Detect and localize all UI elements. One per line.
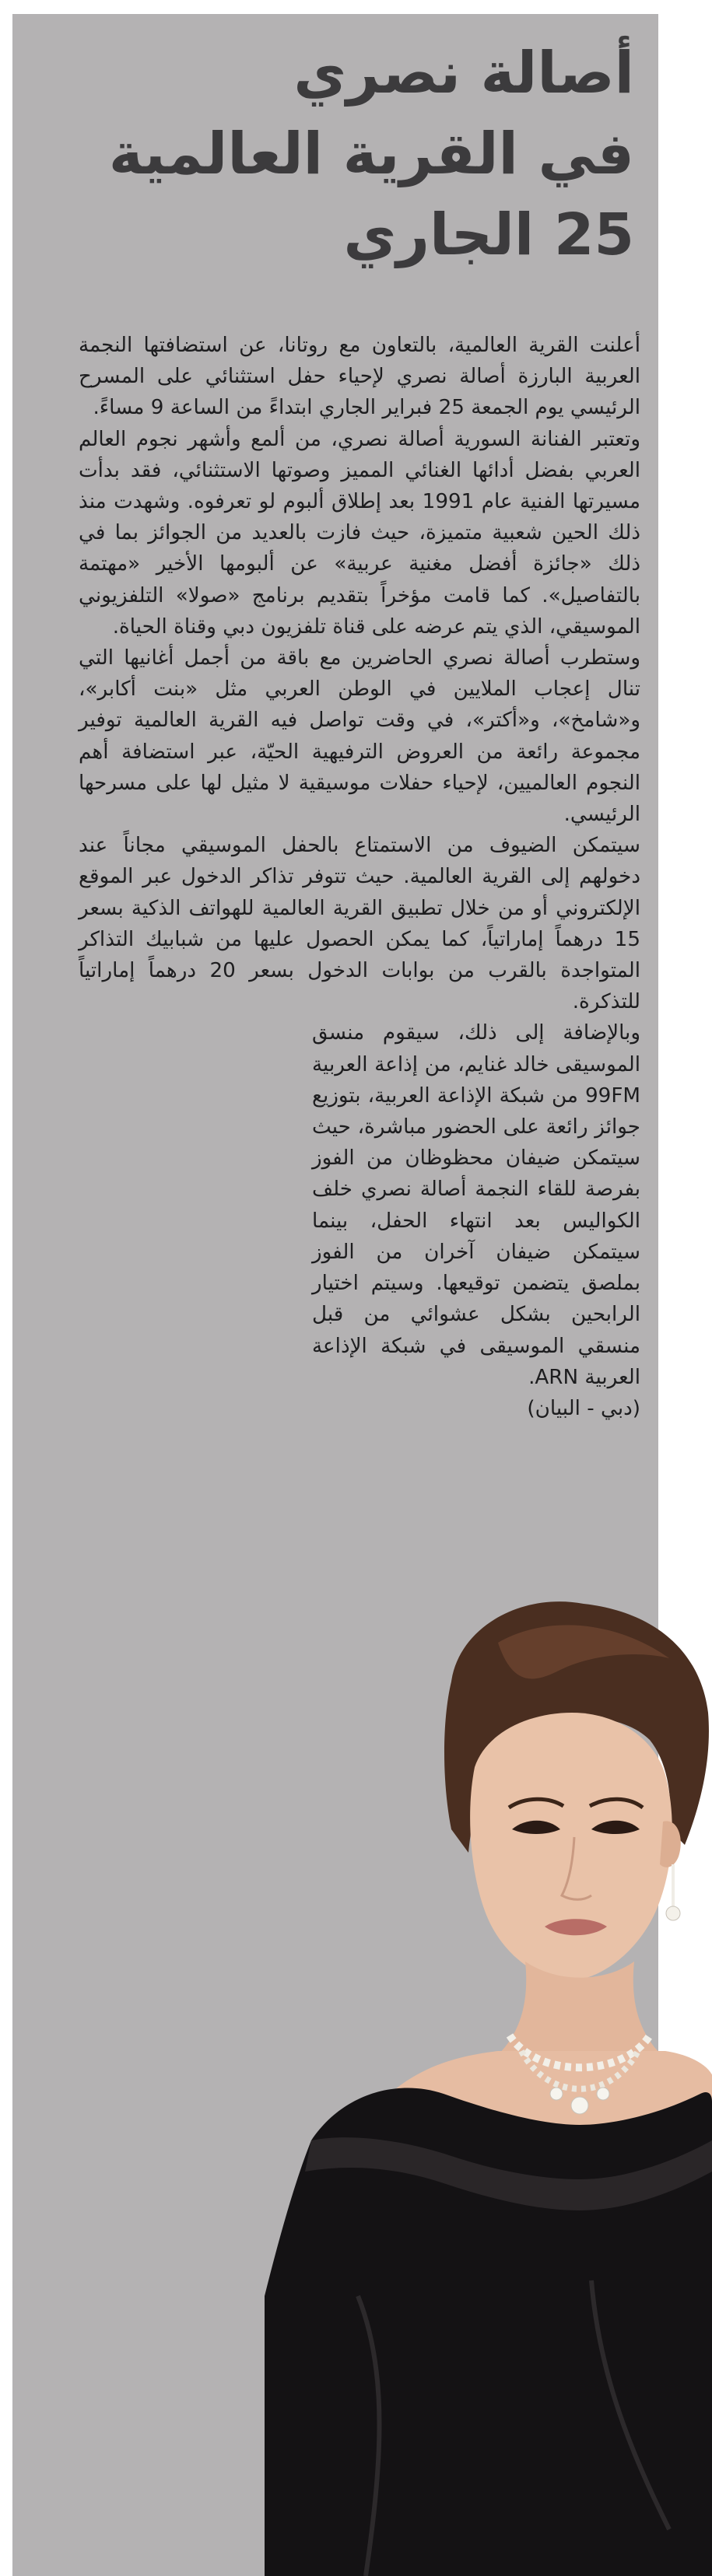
headline-line-3: 25 الجاري	[343, 201, 634, 268]
article-body	[79, 330, 640, 2007]
text-wrap-spacer	[79, 1027, 312, 1524]
headline-line-1: أصالة نصري	[293, 40, 634, 107]
article-credit: (دبي - البيان)	[527, 1396, 640, 1420]
paragraph-5: وبالإضافة إلى ذلك، سيقوم منسق الموسيقى خالد غنايم، من إذاعة العربية 99FM من شبكة الإذاعة العربية، بتوزيع جوائز رائعة على الحضور مباشرة، حيث سيتمكن ضيفان محظوظان من الفوز بفرصة للقاء النجمة أصالة نصري خلف الكواليس بعد انتهاء الحفل، بينما سيتمكن ضيفان آخران من الفوز بملصق يتضمن توقيعها. وسيتم اختيار الرابحين بشكل عشوائي من قبل منسقي الموسيقى في شبكة الإذاعة العربية ARN.	[312, 1021, 640, 1389]
paragraph-3: وستطرب أصالة نصري الحاضرين مع باقة من أجمل أغانيها التي تنال إعجاب الملايين في الوطن العربي مثل «بنت أكابر»، و«شامخ»، و«أكتر»، في وقت تواصل فيه القرية العالمية توفير مجموعة رائعة من العروض الترفيهية الحيّة، عبر استضافة أهم النجوم العالميين، لإحياء حفلات موسيقية لا مثيل لها على مسرحها الرئيسي.	[79, 646, 640, 827]
paragraph-2: وتعتبر الفنانة السورية أصالة نصري، من ألمع وأشهر نجوم العالم العربي بفضل أدائها الغنائي المميز وصوتها الاستثنائي، فقد بدأت مسيرتها الفنية عام 1991 بعد إطلاق ألبوم لو تعرفوه. وشهدت منذ ذلك الحين شعبية متميزة، حيث فازت بالعديد من الجوائز بما في ذلك «جائزة أفضل مغنية عربية» عن ألبومها الأخير «مهتمة بالتفاصيل». كما قامت مؤخراً بتقديم برنامج «صولا» التلفزيوني الموسيقي، الذي يتم عرضه على قناة تلفزيون دبي وقناة الحياة.	[79, 427, 640, 639]
headline-line-2: في القرية العالمية	[108, 121, 634, 187]
text-wrap-spacer-lower	[79, 1524, 371, 2007]
headline	[89, 33, 634, 275]
paragraph-4: سيتمكن الضيوف من الاستمتاع بالحفل الموسيقي مجاناً عند دخولهم إلى القرية العالمية. حيث تتوفر تذاكر الدخول عبر الموقع الإلكتروني أو من خلال تطبيق القرية العالمية للهواتف الذكية بسعر 15 درهماً إماراتياً، كما يمكن الحصول عليها من شبابيك التذاكر المتواجدة بالقرب من بوابات الدخول بسعر 20 درهماً إماراتياً للتذكرة.	[79, 834, 641, 1014]
paragraph-1: أعلنت القرية العالمية، بالتعاون مع روتانا، عن استضافتها النجمة العربية البارزة أصالة نصري لإحياء حفل استثنائي على المسرح الرئيسي يوم الجمعة 25 فبراير الجاري ابتداءً من الساعة 9 مساءً.	[79, 334, 640, 420]
